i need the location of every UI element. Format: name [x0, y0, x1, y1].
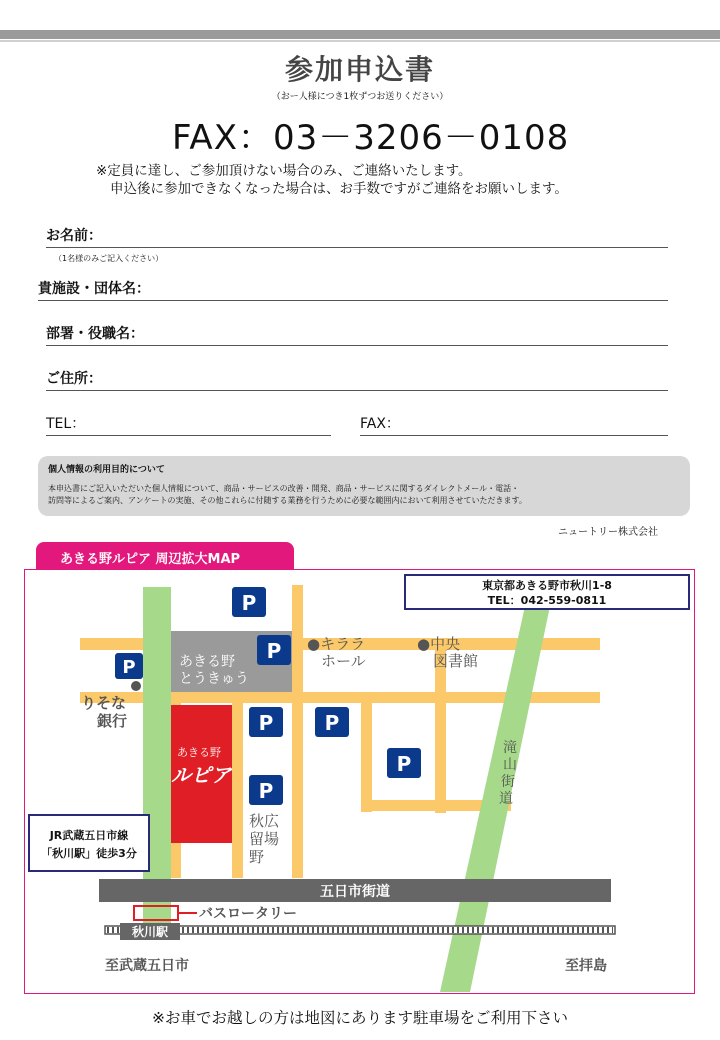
department-label: 部署・役職名： [46, 326, 144, 342]
notice [96, 162, 568, 198]
top-rule-light [0, 40, 720, 42]
parking-icon-label: P [396, 752, 412, 776]
notice-line-1: ※定員に達し、ご参加頂けない場合のみ、ご連絡いたします。 [96, 163, 472, 179]
akihiro-label-1: 秋広 [249, 812, 280, 830]
address-field[interactable] [46, 368, 668, 391]
privacy-box [38, 456, 690, 516]
map-frame [24, 569, 695, 994]
resona-dot [131, 681, 141, 691]
fax-number: FAX：03－3206－0108 [172, 118, 570, 158]
facility-label: 貴施設・団体名： [38, 281, 150, 297]
jr-line-2: 「秋川駅」徒歩3分 [41, 847, 137, 860]
area-map [25, 570, 693, 992]
to-haijima-label: 至拝島 [565, 958, 607, 974]
rupia-label: ルピア [171, 763, 231, 787]
name-label: お名前： [46, 228, 102, 244]
tel-line: TEL：042-559-0811 [487, 594, 607, 607]
jr-line-1: JR武蔵五日市線 [49, 829, 129, 842]
fax-label: FAX： [360, 416, 400, 432]
station-label: 秋川駅 [131, 925, 169, 939]
tel-field[interactable] [46, 413, 331, 436]
tokyu-label-2: とうきゅう [179, 671, 249, 687]
privacy-heading: 個人情報の利用目的について [48, 465, 165, 475]
bus-rotary-label: バスロータリー [199, 906, 297, 922]
itsukaichi-road-label: 五日市街道 [320, 884, 390, 900]
facility-field[interactable] [38, 278, 668, 301]
library-label-2: 図書館 [433, 652, 479, 670]
top-rule [0, 30, 720, 39]
privacy-body-2: 訪問等によるご案内、アンケートの実施、その他これらに付随する業務を行うために必要な範囲内において利用させていただきます。 [48, 496, 527, 505]
road-v4 [361, 692, 372, 812]
department-field[interactable] [46, 323, 668, 346]
parking-icon-label: P [241, 591, 257, 615]
parking-icon-label: P [122, 657, 136, 678]
road-v3 [292, 585, 303, 878]
notice-line-2: 申込後に参加できなくなった場合は、お手数ですがご連絡をお願いします。 [110, 181, 568, 197]
form-subtitle: （おー人様につき1枚ずつお送りください） [271, 92, 449, 102]
name-hint: （1名様のみご記入ください） [54, 254, 164, 263]
tel-label: TEL： [46, 416, 86, 432]
kirara-label-2: ホール [321, 652, 366, 670]
form-title: 参加申込書 [284, 53, 435, 86]
map-tab: あきる野ルピア 周辺拡大MAP [36, 542, 294, 570]
parking-icon-label: P [266, 639, 282, 663]
tokyu-label-1: あきる野 [179, 654, 235, 670]
address-label: ご住所： [46, 371, 102, 387]
privacy-body-1: 本申込書にご記入いただいた個人情報について、商品・サービスの改善・開発、商品・サービスに関するダイレクトメール・電話・ [48, 484, 520, 493]
parking-icon-label: P [324, 711, 340, 735]
name-field[interactable] [46, 225, 668, 248]
akihiro-label-2: 留場 [249, 830, 280, 848]
rupia-label-small: あきる野 [177, 746, 221, 759]
parking-icon-label: P [258, 779, 274, 803]
resona-label-2: 銀行 [97, 712, 128, 730]
jr-box [29, 815, 149, 871]
resona-label-1: りそな [81, 694, 127, 712]
footer-note: ※お車でお越しの方は地図にあります駐車場をご利用下さい [152, 1009, 568, 1027]
to-musashi-label: 至武蔵五日市 [105, 958, 189, 974]
takiyama-label-3: 街 [501, 774, 515, 790]
parking-icon-label: P [258, 711, 274, 735]
fax-field[interactable] [360, 413, 668, 436]
green-road-left [143, 587, 171, 927]
takiyama-label-1: 滝 [503, 740, 517, 756]
akihiro-label-3: 野 [249, 848, 265, 866]
address-line: 東京都あきる野市秋川1-8 [482, 579, 612, 592]
kirara-label-1: ●キララ [307, 635, 366, 653]
takiyama-label-4: 道 [499, 791, 513, 807]
company-name: ニュートリー株式会社 [558, 527, 658, 538]
takiyama-label-2: 山 [503, 757, 517, 773]
library-label-1: ●中央 [417, 635, 461, 653]
